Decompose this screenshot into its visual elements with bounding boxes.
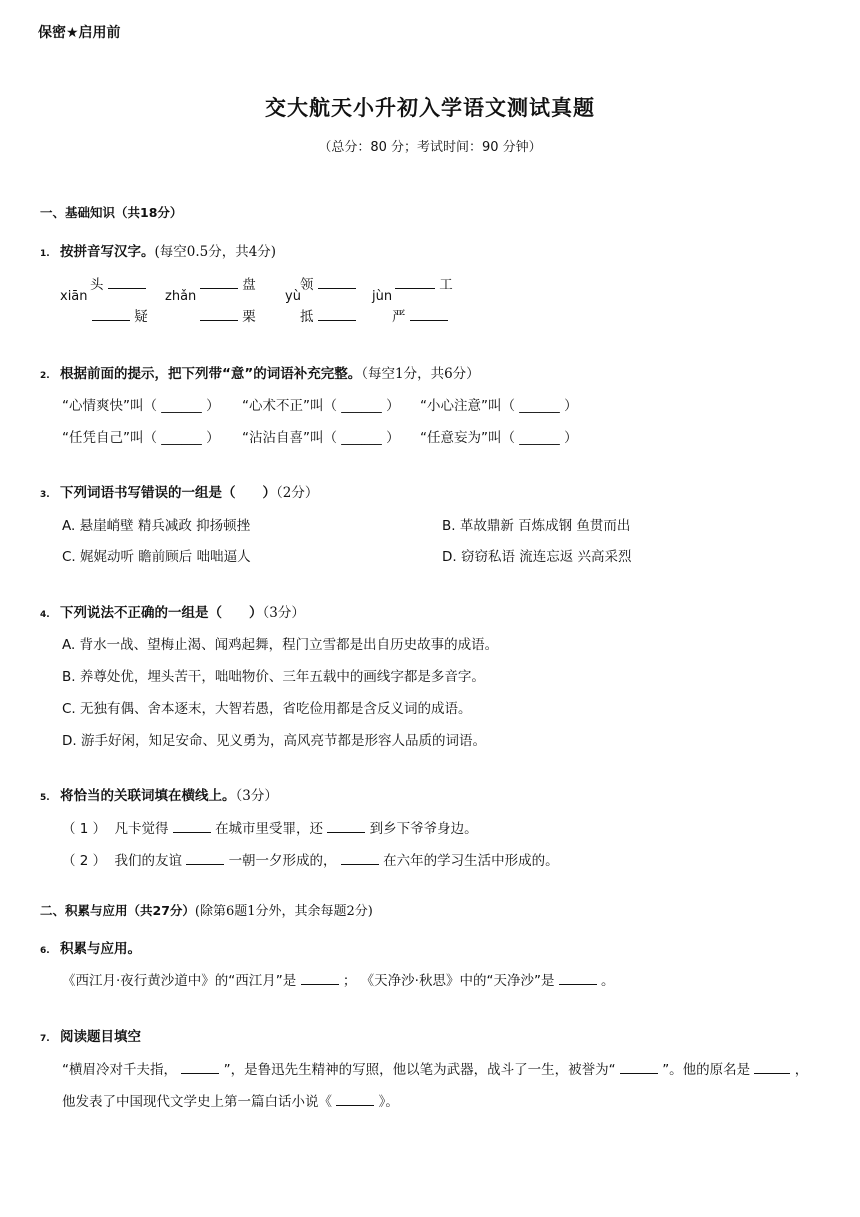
question-number: 4. bbox=[40, 610, 50, 620]
question-text: 下列说法不正确的一组是（ ） bbox=[59, 605, 263, 621]
question-number: 1. bbox=[40, 249, 50, 259]
answer-blank[interactable] bbox=[108, 276, 146, 289]
given-char: 领 bbox=[300, 277, 314, 293]
given-char: 工 bbox=[439, 277, 453, 293]
question-2 bbox=[40, 362, 480, 382]
blank-with-char bbox=[395, 273, 453, 293]
question-number: 3. bbox=[40, 490, 50, 500]
question-text: 阅读题目填空 bbox=[59, 1029, 141, 1045]
question-3 bbox=[40, 481, 318, 501]
text-segment: 他发表了中国现代文学史上第一篇白话小说《 bbox=[62, 1094, 332, 1110]
question-4 bbox=[40, 601, 305, 621]
given-char: 头 bbox=[90, 277, 104, 293]
text-segment: 到乡下爷爷身边。 bbox=[369, 821, 478, 837]
question-score: （每空1分，共6分） bbox=[361, 366, 480, 382]
answer-blank[interactable] bbox=[336, 1093, 374, 1106]
pinyin: yù bbox=[285, 289, 301, 304]
text-segment: 在六年的学习生活中形成的。 bbox=[383, 853, 559, 869]
text-segment: ， bbox=[794, 1062, 809, 1078]
option-d[interactable]: D. 窃窃私语 流连忘返 兴高采烈 bbox=[442, 549, 632, 565]
text-segment: 在城市里受罪，还 bbox=[215, 821, 324, 837]
fill-line bbox=[62, 969, 615, 989]
option-b[interactable]: B. 养尊处优，埋头苦干，咄咄物价、三年五载中的画线字都是多音字。 bbox=[62, 669, 485, 685]
char-with-blank bbox=[392, 305, 448, 325]
text-segment: 》。 bbox=[378, 1094, 399, 1110]
blank-with-char bbox=[200, 273, 256, 293]
question-number: 7. bbox=[40, 1034, 50, 1044]
question-text: 根据前面的提示，把下列带“意”的词语补充完整。 bbox=[59, 366, 362, 382]
answer-blank[interactable] bbox=[301, 972, 339, 985]
answer-blank[interactable] bbox=[620, 1061, 658, 1074]
section-title: 二、积累与应用（共27分） bbox=[40, 903, 195, 918]
fill-line bbox=[62, 1090, 399, 1110]
given-char: 严 bbox=[392, 309, 406, 325]
page-title: 交大航天小升初入学语文测试真题 bbox=[265, 96, 595, 120]
confidential-label: 保密★启用前 bbox=[38, 25, 121, 41]
option-c[interactable]: C. 娓娓动听 瞻前顾后 咄咄逼人 bbox=[62, 549, 251, 565]
fill-item[interactable]: “小心注意”叫（ ______ ） bbox=[420, 398, 578, 414]
given-char: 抵 bbox=[300, 309, 314, 325]
pinyin: xiān bbox=[60, 289, 88, 304]
fill-item[interactable]: “任凭自己”叫（ ______ ） bbox=[62, 430, 220, 446]
pinyin: zhǎn bbox=[165, 289, 197, 304]
item-label: （ 2 ） bbox=[62, 853, 107, 869]
text-segment: ”。他的原名是 bbox=[662, 1062, 751, 1078]
text-segment: 一朝一夕形成的， bbox=[228, 853, 337, 869]
answer-blank[interactable] bbox=[559, 972, 597, 985]
blank-with-char bbox=[92, 305, 148, 325]
fill-line bbox=[62, 849, 559, 869]
answer-blank[interactable] bbox=[341, 852, 379, 865]
blank-with-char bbox=[200, 305, 256, 325]
question-7 bbox=[40, 1025, 141, 1045]
section-note: (除第6题1分外，其余每题2分) bbox=[194, 904, 373, 919]
given-char: 栗 bbox=[242, 309, 256, 325]
pinyin: jùn bbox=[372, 289, 393, 304]
question-number: 2. bbox=[40, 371, 50, 381]
question-5 bbox=[40, 784, 278, 804]
answer-blank[interactable] bbox=[173, 820, 211, 833]
answer-blank[interactable] bbox=[181, 1061, 219, 1074]
answer-blank[interactable] bbox=[318, 276, 356, 289]
text-segment: 我们的友谊 bbox=[114, 853, 182, 869]
text-segment: 《天净沙·秋思》中的“天净沙”是 bbox=[360, 973, 555, 989]
answer-blank[interactable] bbox=[327, 820, 365, 833]
question-text: 积累与应用。 bbox=[59, 941, 141, 957]
question-score: （3分） bbox=[235, 788, 278, 804]
option-a[interactable]: A. 背水一战、望梅止渴、闻鸡起舞，程门立雪都是出自历史故事的成语。 bbox=[62, 637, 499, 653]
exam-info: （总分：80 分；考试时间：90 分钟） bbox=[318, 140, 542, 155]
fill-item[interactable]: “心术不正”叫（ ______ ） bbox=[242, 398, 400, 414]
question-score: （2分） bbox=[275, 485, 319, 501]
text-segment: ”，是鲁迅先生精神的写照，他以笔为武器，战斗了一生，被誉为“ bbox=[223, 1062, 616, 1078]
fill-item[interactable]: “沾沾自喜”叫（ ______ ） bbox=[242, 430, 400, 446]
text-segment: “横眉冷对千夫指， bbox=[62, 1062, 177, 1078]
char-with-blank bbox=[300, 305, 356, 325]
question-number: 6. bbox=[40, 946, 50, 956]
option-a[interactable]: A. 悬崖峭壁 精兵减政 抑扬顿挫 bbox=[62, 518, 251, 534]
answer-blank[interactable] bbox=[186, 852, 224, 865]
question-text: 按拼音写汉字。 bbox=[59, 244, 155, 260]
section-title: 一、基础知识（共18分） bbox=[40, 205, 183, 220]
answer-blank[interactable] bbox=[410, 308, 448, 321]
answer-blank[interactable] bbox=[318, 308, 356, 321]
char-with-blank bbox=[90, 273, 146, 293]
answer-blank[interactable] bbox=[754, 1061, 790, 1074]
question-6 bbox=[40, 937, 141, 957]
char-with-blank bbox=[300, 273, 356, 293]
option-c[interactable]: C. 无独有偶、舍本逐末，大智若愚，省吃俭用都是含反义词的成语。 bbox=[62, 701, 472, 717]
question-text: 将恰当的关联词填在横线上。 bbox=[59, 788, 236, 804]
option-d[interactable]: D. 游手好闲，知足安命、见义勇为，高风亮节都是形容人品质的词语。 bbox=[62, 733, 486, 749]
given-char: 疑 bbox=[134, 309, 148, 325]
question-1 bbox=[40, 240, 276, 260]
text-segment: 凡卡觉得 bbox=[114, 821, 169, 837]
question-score: （3分） bbox=[262, 605, 305, 621]
fill-line bbox=[62, 817, 478, 837]
question-score: (每空0.5分，共4分) bbox=[154, 244, 277, 260]
given-char: 盘 bbox=[242, 277, 256, 293]
fill-item[interactable]: “心情爽快”叫（ ______ ） bbox=[62, 398, 220, 414]
answer-blank[interactable] bbox=[92, 308, 130, 321]
answer-blank[interactable] bbox=[200, 308, 238, 321]
text-segment: 《西江月·夜行黄沙道中》的“西江月”是 bbox=[62, 973, 297, 989]
option-b[interactable]: B. 革故鼎新 百炼成钢 鱼贯而出 bbox=[442, 518, 631, 534]
question-number: 5. bbox=[40, 793, 50, 803]
answer-blank[interactable] bbox=[200, 276, 238, 289]
fill-line bbox=[62, 1058, 808, 1078]
answer-blank[interactable] bbox=[395, 276, 435, 289]
fill-item[interactable]: “任意妄为”叫（ ______ ） bbox=[420, 430, 578, 446]
question-text: 下列词语书写错误的一组是（ ） bbox=[59, 485, 276, 501]
section-title-2 bbox=[40, 900, 373, 919]
text-segment: ； bbox=[342, 973, 357, 989]
text-segment: 。 bbox=[601, 973, 615, 989]
item-label: （ 1 ） bbox=[62, 821, 107, 837]
